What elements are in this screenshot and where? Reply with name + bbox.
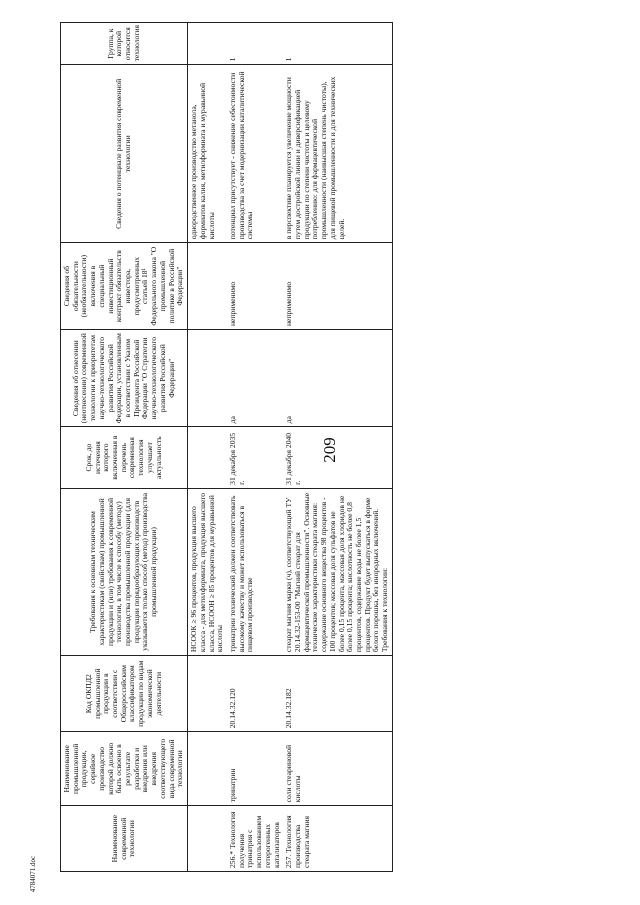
document-filename: 4784071.doc: [29, 855, 37, 893]
cell-requirements: стеарат магния марки (ч), соответствующий ТУ 20.14.32-153-00 "Магний стеарат для фармацевтической промышленности". Основные технические характеристики стеарата магния: содержание основного вещества 98 процентов - 100 процентов; массовая доля сульфатов не более 0,15 процента, массовая доля хлоридов не более 0,15 процента; кислотность не более 0,8 процентов, содержание воды не более 1,5 процентов. Продукт будет выпускаться в форме белого порошка, без инородных включений. Требования к технологии:: [283, 488, 392, 655]
technology-name: Технология производства стеарата магния: [284, 815, 311, 868]
cell-obligation: неприменимо: [283, 243, 392, 330]
header-product: Наименование промышленной продукции, серийное производство которой должно быть освоено в результате разработки и внедрения или внедрения соответствующего вида современной технологии: [61, 732, 188, 806]
header-obligation: Сведения об обязательности (необязательности) включения в специальный инвестиционный контракт обязательств инвестора, предусмотренных статьей 18¹ Федерального закона "О промышленной политике в Российской Федерации": [61, 243, 188, 330]
header-requirements: Требования к основным техническим характеристикам (свойствам) промышленной продукции и (или) требования к современной технологии, в том числе к способу (методу) производства промышленной продукции (для продукции порядообразующих производств указывается только способ (метод) производства промышленной продукции): [61, 488, 188, 655]
cell-product: тринатрин: [227, 732, 283, 806]
row-number: 256.*: [227, 850, 237, 868]
cell-product: соли стеариновой кислоты: [283, 732, 392, 806]
cell-name: [227, 806, 283, 872]
cell-name: [283, 806, 392, 872]
cell-potential: в перспективе планируется увеличение мощности путем достройской линии и диверсификацией продукции по степени чистоты и целевому потреблению: для фармацевтической промышленности (наивысшая степень чистоты), для пищевой промышленности и для технических целей.: [283, 65, 392, 243]
header-row: [61, 23, 188, 872]
header-okpd: Код ОКПД2 промышленной продукции в соответствии с Общероссийским классификатором продукции по видам экономической деятельности: [61, 656, 188, 732]
cell-potential: потенциал присутствует - снижение себестоимости производства за счет модернизации каталитической системы: [227, 65, 283, 243]
cell-obligation: неприменимо: [227, 243, 283, 330]
cell-potential: однородственное производство метанола, формиатов калия, метилформиата и муравьиной кислоты: [188, 65, 227, 243]
header-group: Группа, к которой относится технология: [61, 23, 188, 65]
cell-requirements: тринатрин технический должен соответствовать высокому качеству и может использоваться в пищевом производстве: [227, 488, 283, 655]
header-strategy: Сведения об отнесении (неотнесении) современной технологии к приоритетам научно-технологического развития Российской Федерации, установленным в соответствии с Указом Президента Российской Федерации "О Стратегии научно-технологического развития Российской Федерации": [61, 330, 188, 427]
cell-strategy: да: [283, 330, 392, 427]
rotated-table-container: [60, 22, 620, 872]
cell-okpd: 20.14.32.120: [227, 656, 283, 732]
cell-strategy: да: [227, 330, 283, 427]
document-footer: [26, 856, 40, 896]
cell-term: 31 декабря 2035 г.: [227, 427, 283, 488]
header-name: Наименование современной технологии: [61, 806, 188, 872]
page-number: [320, 430, 340, 470]
header-term: Срок, до истечения которого включенная в перечень современная технология улучшает актуальность: [61, 427, 188, 488]
cell-okpd: 20.14.32.182: [283, 656, 392, 732]
table-row: [227, 23, 283, 872]
technology-name: Технология получения тринатрия с использованием гетерогенных катализаторов: [227, 811, 281, 868]
technologies-table: [60, 22, 393, 872]
header-potential: Сведения о потенциале развития современной технологии: [61, 65, 188, 243]
cell-group: 1: [283, 23, 392, 65]
page-number-text: 209: [320, 437, 339, 463]
cell-group: 1: [227, 23, 283, 65]
rotated-page: [60, 22, 620, 872]
cell-requirements: НСООК ≥ 96 процентов, продукция высшего класса - для метилформиата, продукция высшего класса, НСООН ≥ 85 процентов для муравьиной кислоты: [188, 488, 227, 655]
cell-term: 31 декабря 2040 г.: [283, 427, 392, 488]
row-number: 257.: [284, 854, 294, 868]
table-row-continuation: [188, 23, 227, 872]
